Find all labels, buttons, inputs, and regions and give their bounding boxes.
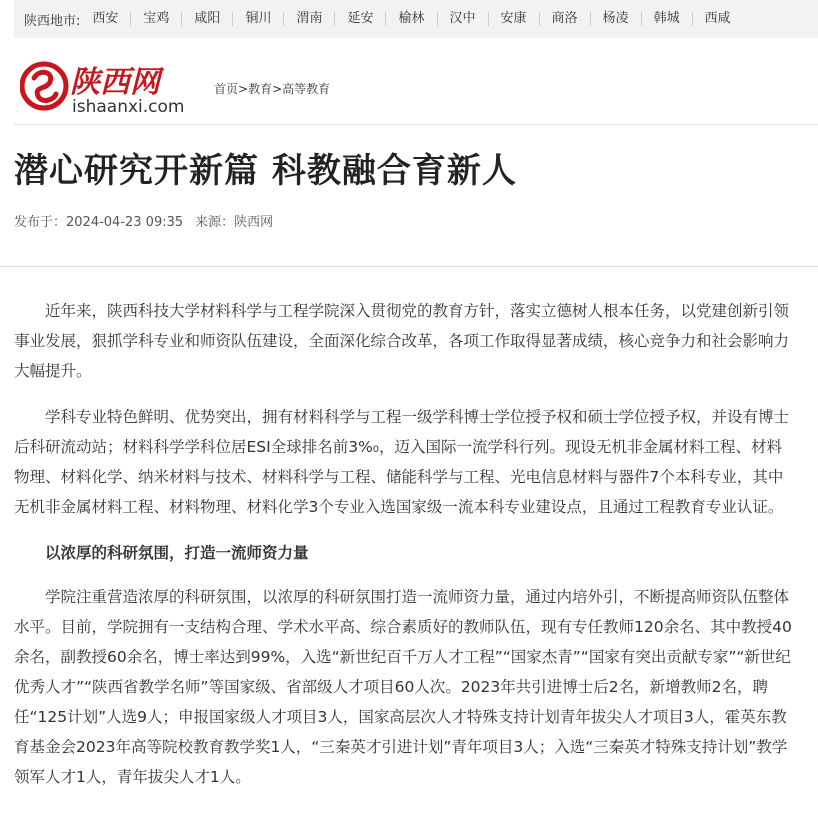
breadcrumb-education[interactable]: 教育	[248, 82, 273, 96]
breadcrumb	[214, 80, 330, 97]
city-link-yulin[interactable]: 榆林	[385, 12, 436, 26]
logo-text: 陕西网	[70, 65, 160, 100]
breadcrumb-higher-education[interactable]: 高等教育	[282, 82, 331, 96]
breadcrumb-separator: >	[238, 82, 249, 96]
site-logo[interactable]	[20, 58, 210, 118]
breadcrumb-home[interactable]: 首页	[214, 82, 239, 96]
article-body	[14, 296, 794, 808]
city-link-baoji[interactable]: 宝鸡	[130, 12, 181, 26]
meta-divider	[0, 266, 818, 267]
article-subheading: 以浓厚的科研氛围，打造一流师资力量	[45, 544, 309, 562]
city-nav-bar	[14, 0, 818, 38]
city-link-shangluo[interactable]: 商洛	[539, 12, 590, 26]
city-link-yanan[interactable]: 延安	[334, 12, 385, 26]
city-link-yangling[interactable]: 杨凌	[590, 12, 641, 26]
article-paragraph: 近年来，陕西科技大学材料科学与工程学院深入贯彻党的教育方针，落实立德树人根本任务，以党建创新引领事业发展，狠抓学科专业和师资队伍建设，全面深化综合改革，各项工作取得显著成绩，核心竞争力和社会影响力大幅提升。	[14, 302, 790, 380]
city-link-xian[interactable]: 西安	[92, 11, 119, 26]
article-meta	[14, 211, 285, 230]
header-divider	[14, 124, 818, 125]
city-link-ankang[interactable]: 安康	[488, 12, 539, 26]
article-source: 来源：陕西网	[195, 215, 274, 230]
city-link-hanzhong[interactable]: 汉中	[437, 12, 488, 26]
breadcrumb-separator: >	[272, 82, 283, 96]
city-link-hancheng[interactable]: 韩城	[641, 12, 692, 26]
swirl-logo-icon	[22, 64, 66, 108]
logo-domain: ishaanxi.com	[72, 97, 185, 117]
article-title: 潜心研究开新篇 科教融合育新人	[14, 151, 517, 191]
article-paragraph: 学科专业特色鲜明、优势突出，拥有材料科学与工程一级学科博士学位授予权和硕士学位授予权，并设有博士后科研流动站；材料科学学科位居ESI全球排名前3%₀，迈入国际一流学科行列。现设无机非金属材料工程、材料物理、材料化学、纳米材料与技术、材料科学与工程、储能科学与工程、光电信息材料与器件7个本科专业，其中无机非金属材料工程、材料物理、材料化学3个专业入选国家级一流本科专业建设点，且通过工程教育专业认证。	[14, 408, 790, 516]
article-paragraph: 学院注重营造浓厚的科研氛围，以浓厚的科研氛围打造一流师资力量，通过内培外引，不断提高师资队伍整体水平。目前，学院拥有一支结构合理、学术水平高、综合素质好的教师队伍，现有专任教师120余名、其中教授40余名，副教授60余名，博士率达到99%，入选“新世纪百千万人才工程”“国家杰青”“国家有突出贡献专家”“新世纪优秀人才”“陕西省教学名师”等国家级、省部级人才项目60人次。2023年共引进博士后2名，新增教师2名，聘任“125计划”人选9人；申报国家级人才项目3人，国家高层次人才特殊支持计划青年拔尖人才项目3人，霍英东教育基金会2023年高等院校教育教学奖1人，“三秦英才引进计划”青年项目3人；入选“三秦英才特殊支持计划”教学领军人才1人，青年拔尖人才1人。	[14, 588, 792, 786]
site-header	[20, 58, 720, 118]
city-nav-label: 陕西地市:	[24, 13, 81, 29]
city-link-tongchuan[interactable]: 铜川	[232, 12, 283, 26]
city-link-xianyang[interactable]: 咸阳	[181, 12, 232, 26]
city-link-xixian[interactable]: 西咸	[692, 12, 743, 26]
publish-date: 发布于：2024-04-23 09:35	[14, 215, 184, 230]
city-link-weinan[interactable]: 渭南	[283, 12, 334, 26]
